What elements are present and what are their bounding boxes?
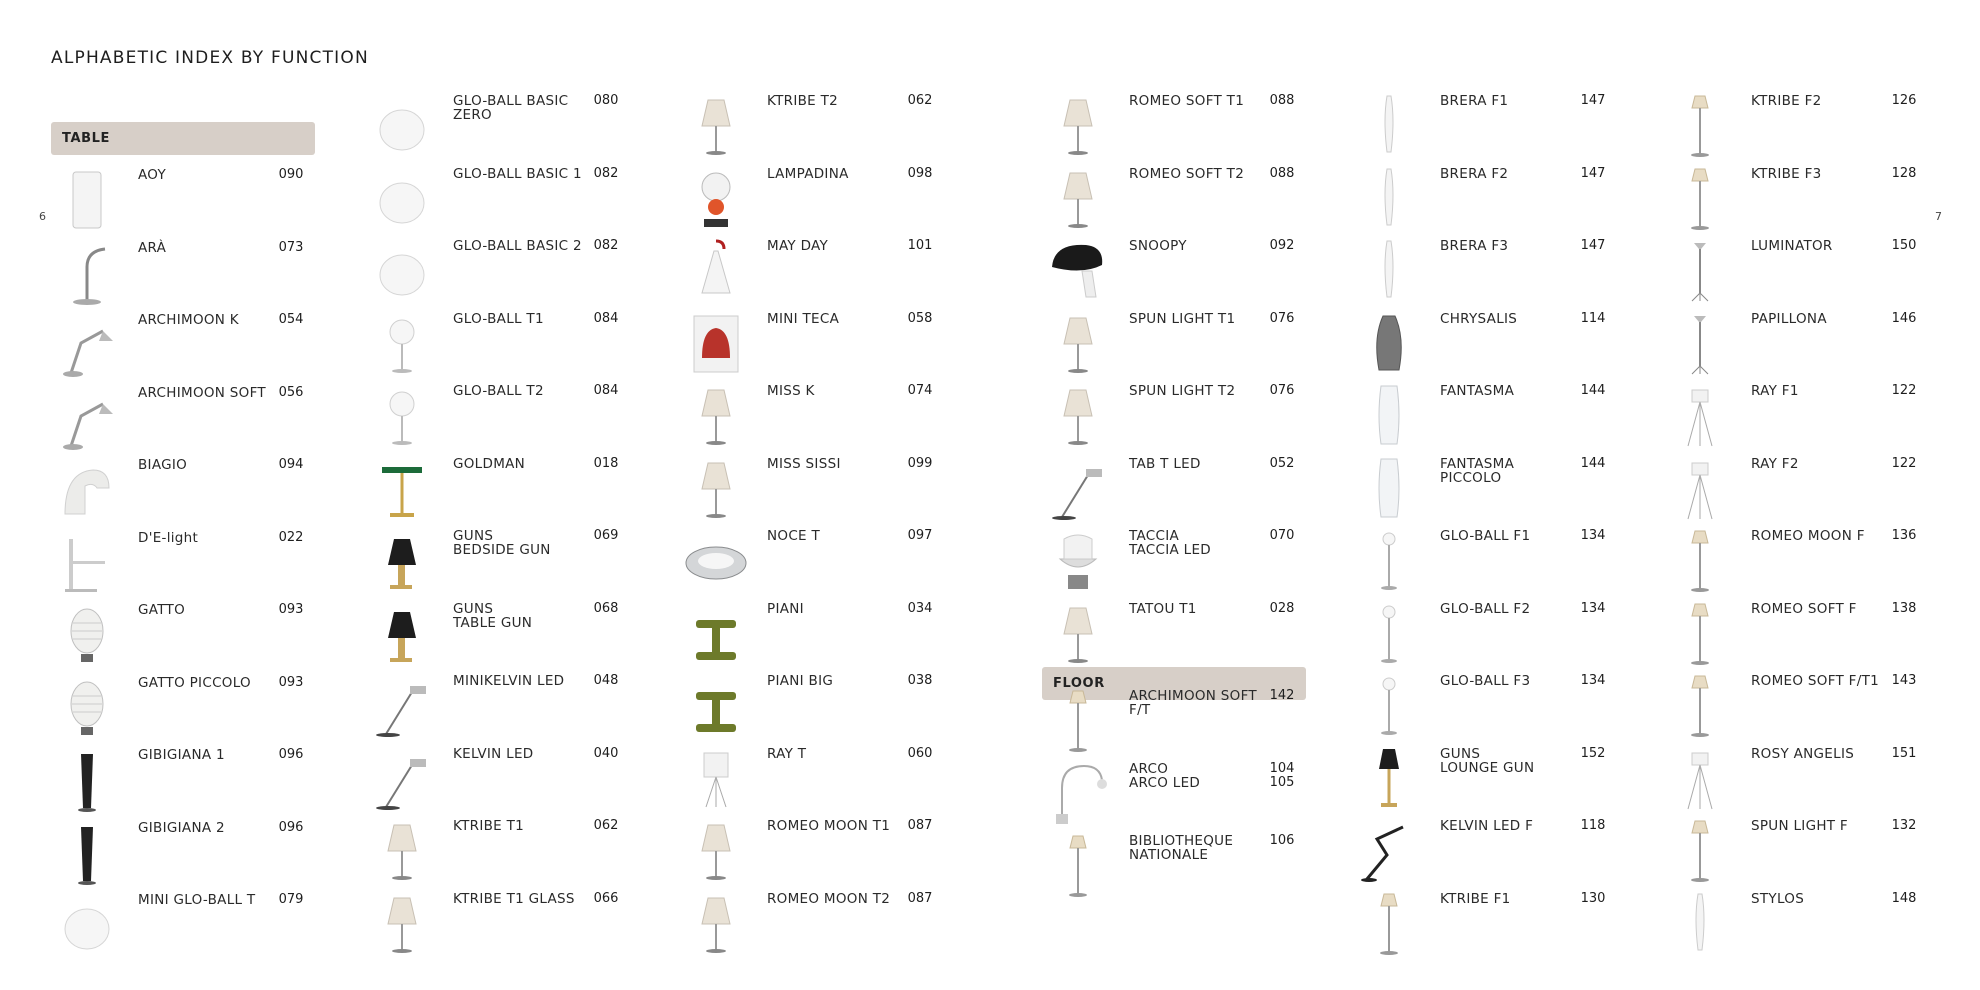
- tripod-floor-lamp-icon: [1664, 743, 1736, 815]
- category-header-table: TABLE: [51, 122, 315, 155]
- index-entry[interactable]: [366, 815, 636, 887]
- entry-page-number: 052: [1269, 455, 1295, 471]
- entry-name: GATTO: [138, 602, 186, 618]
- entry-page-number: 097: [907, 528, 933, 543]
- entry-page-number: 022: [278, 529, 304, 545]
- index-entry[interactable]: [1664, 888, 1934, 960]
- index-entry[interactable]: [1042, 380, 1312, 452]
- entry-name: FANTASMA PICCOLO: [1440, 455, 1515, 486]
- globe-floor-lamp-icon: [1353, 598, 1425, 670]
- globe-lamp-icon: [366, 235, 438, 307]
- index-entry[interactable]: [1664, 90, 1934, 162]
- lantern-lamp-icon: [680, 308, 752, 380]
- index-entry[interactable]: [51, 744, 321, 816]
- entry-name: PAPILLONA: [1751, 310, 1827, 327]
- index-entry[interactable]: [51, 237, 321, 309]
- entry-page-number: 034: [907, 600, 933, 616]
- architect-lamp-icon: [51, 382, 123, 454]
- index-entry[interactable]: [366, 743, 636, 815]
- entry-page-number: 093: [278, 602, 304, 617]
- entry-name: ROSY ANGELIS: [1751, 745, 1855, 762]
- shade-table-lamp-icon: [366, 815, 438, 887]
- task-lamp-icon: [1042, 453, 1114, 525]
- index-entry[interactable]: [1664, 163, 1934, 235]
- index-column-2: [366, 90, 636, 950]
- bankers-lamp-icon: [366, 453, 438, 525]
- index-entry[interactable]: [680, 380, 950, 452]
- shade-table-lamp-icon: [680, 380, 752, 452]
- arc-desk-lamp-icon: [51, 237, 123, 309]
- vase-floor-lamp-icon: [1353, 308, 1425, 380]
- entry-page-number: 136: [1891, 528, 1917, 543]
- gun-floor-lamp-icon: [1353, 743, 1425, 815]
- oval-lamp-icon: [680, 525, 752, 597]
- uplight-floor-lamp-icon: [1664, 308, 1736, 380]
- entry-name: ROMEO SOFT T2: [1129, 165, 1245, 182]
- entry-page-number: 058: [907, 310, 933, 326]
- globe-lamp-icon: [366, 163, 438, 235]
- entry-name: KELVIN LED: [453, 745, 534, 762]
- entry-name: MAY DAY: [767, 238, 829, 254]
- entry-name: D'E-light: [138, 529, 199, 546]
- index-entry[interactable]: [680, 163, 950, 235]
- entry-name: GUNS TABLE GUN: [453, 600, 533, 631]
- floor-lamp-icon: [1353, 888, 1425, 960]
- entry-page-number: 082: [593, 165, 619, 181]
- tripod-floor-lamp-icon: [1664, 453, 1736, 525]
- floor-lamp-icon: [1664, 525, 1736, 597]
- entry-page-number: 094: [278, 457, 304, 472]
- entry-name: GLO-BALL F3: [1440, 673, 1531, 689]
- bulb-lamp-icon: [680, 163, 752, 235]
- entry-name: TAB T LED: [1129, 455, 1201, 472]
- entry-page-number: 068: [593, 600, 619, 616]
- index-entry[interactable]: [1353, 380, 1623, 452]
- index-entry[interactable]: [1664, 670, 1934, 742]
- entry-name: CHRYSALIS: [1440, 310, 1518, 327]
- entry-name: SPUN LIGHT T2: [1129, 383, 1236, 399]
- entry-name: GIBIGIANA 1: [138, 747, 225, 763]
- entry-page-number: 090: [278, 167, 304, 182]
- entry-page-number: 088: [1269, 93, 1295, 108]
- entry-name: AOY: [138, 167, 167, 183]
- entry-name: RAY F1: [1751, 383, 1799, 399]
- entry-page-number: 114: [1580, 310, 1606, 326]
- index-entry[interactable]: [1664, 308, 1934, 380]
- entry-name: ARCHIMOON K: [138, 312, 239, 328]
- entry-page-number: 062: [907, 93, 933, 108]
- index-column-5: [1353, 90, 1623, 950]
- floor-lamp-icon: [1042, 685, 1114, 757]
- cocoon-lamp-icon: [51, 599, 123, 671]
- entry-name: KTRIBE T1: [453, 818, 525, 834]
- pillar-floor-lamp-icon: [1353, 235, 1425, 307]
- entry-page-number: 040: [593, 745, 619, 761]
- tripod-floor-lamp-icon: [1664, 380, 1736, 452]
- entry-page-number: 092: [1269, 238, 1295, 253]
- index-entry[interactable]: [680, 235, 950, 307]
- index-entry[interactable]: [1664, 235, 1934, 307]
- entry-page-number: 134: [1580, 673, 1606, 688]
- entry-name: KTRIBE F3: [1751, 165, 1822, 182]
- entry-name: ROMEO MOON T1: [767, 818, 891, 834]
- entry-name: KELVIN LED F: [1440, 818, 1534, 834]
- entry-page-number: 093: [278, 674, 304, 690]
- shade-table-lamp-icon: [1042, 308, 1114, 380]
- entry-name: GLO-BALL T2: [453, 383, 544, 399]
- entry-page-number: 018: [593, 455, 619, 471]
- entry-name: BRERA F2: [1440, 165, 1509, 182]
- entry-name: SPUN LIGHT T1: [1129, 310, 1236, 327]
- entry-page-number: 101: [907, 238, 933, 253]
- entry-name: KTRIBE T2: [767, 93, 839, 109]
- entry-name: MISS K: [767, 383, 815, 399]
- index-entry[interactable]: [1353, 743, 1623, 815]
- floor-lamp-icon: [1042, 830, 1114, 902]
- entry-page-number: 122: [1891, 455, 1917, 471]
- index-entry[interactable]: [51, 527, 321, 599]
- index-entry[interactable]: [366, 453, 636, 525]
- page-title: ALPHABETIC INDEX BY FUNCTION: [51, 48, 369, 68]
- entry-page-number: 118: [1580, 818, 1606, 833]
- index-entry[interactable]: [51, 309, 321, 381]
- architect-lamp-icon: [51, 309, 123, 381]
- ghost-floor-lamp-icon: [1353, 380, 1425, 452]
- index-entry[interactable]: [1042, 163, 1312, 235]
- floor-lamp-icon: [1664, 670, 1736, 742]
- cylinder-lamp-icon: [51, 164, 123, 236]
- entry-page-number: 096: [278, 747, 304, 762]
- entry-page-number: 132: [1891, 818, 1917, 833]
- globe-lamp-icon: [366, 90, 438, 162]
- entry-page-number: 054: [278, 312, 304, 327]
- globe-lamp-icon: [51, 889, 123, 961]
- entry-page-number: 134: [1580, 600, 1606, 616]
- entry-name: MINI TECA: [767, 310, 840, 327]
- entry-name: GLO-BALL BASIC ZERO: [453, 93, 569, 123]
- entry-page-number: 074: [907, 383, 933, 398]
- entry-page-number: 128: [1891, 165, 1917, 181]
- index-entry[interactable]: [1353, 90, 1623, 162]
- entry-page-number: 056: [278, 384, 304, 400]
- entry-name: ARCHIMOON SOFT: [138, 384, 266, 401]
- snoopy-lamp-icon: [1042, 235, 1114, 307]
- shade-table-lamp-icon: [1042, 598, 1114, 670]
- entry-name: KTRIBE T1 GLASS: [453, 890, 575, 907]
- floor-lamp-icon: [1664, 815, 1736, 887]
- floor-lamp-icon: [1664, 90, 1736, 162]
- entry-page-number: 147: [1580, 93, 1606, 108]
- index-column-1: [51, 90, 321, 950]
- index-entry[interactable]: [1042, 830, 1312, 902]
- index-entry[interactable]: [680, 308, 950, 380]
- entry-name: STYLOS: [1751, 890, 1805, 907]
- entry-page-number: 147: [1580, 165, 1606, 181]
- index-entry[interactable]: [1353, 453, 1623, 525]
- entry-name: SPUN LIGHT F: [1751, 818, 1848, 834]
- entry-page-number: 143: [1891, 673, 1917, 688]
- entry-name: GLO-BALL BASIC 1: [453, 165, 582, 182]
- index-column-3: [680, 90, 950, 950]
- entry-page-number: 144: [1580, 383, 1606, 398]
- entry-page-number: 130: [1580, 890, 1606, 906]
- index-entry[interactable]: [1042, 758, 1312, 830]
- entry-name: ROMEO MOON F: [1751, 528, 1865, 544]
- index-entry[interactable]: [680, 598, 950, 670]
- task-floor-lamp-icon: [1353, 815, 1425, 887]
- shade-table-lamp-icon: [680, 888, 752, 960]
- entry-page-number: 148: [1891, 890, 1917, 906]
- entry-page-number: 069: [593, 528, 619, 543]
- index-entry[interactable]: [680, 525, 950, 597]
- index-entry[interactable]: [51, 599, 321, 671]
- entry-page-number: 066: [593, 890, 619, 906]
- index-entry[interactable]: [366, 163, 636, 235]
- entry-page-number: 122: [1891, 383, 1917, 398]
- entry-page-number: 070: [1269, 528, 1295, 543]
- index-entry[interactable]: [1042, 235, 1312, 307]
- index-entry[interactable]: [1664, 815, 1934, 887]
- entry-page-number: 138: [1891, 600, 1917, 616]
- entry-page-number: 126: [1891, 93, 1917, 108]
- entry-name: GOLDMAN: [453, 455, 526, 472]
- entry-page-number: 073: [278, 239, 304, 255]
- entry-name: BIBLIOTHEQUE NATIONALE: [1129, 833, 1234, 863]
- entry-page-number: 106: [1269, 833, 1295, 848]
- entry-name: FANTASMA: [1440, 383, 1515, 399]
- index-entry[interactable]: [1353, 598, 1623, 670]
- index-entry[interactable]: [1664, 453, 1934, 525]
- entry-page-number: 134: [1580, 528, 1606, 543]
- entry-page-number: 151: [1891, 745, 1917, 761]
- index-entry[interactable]: [366, 90, 636, 162]
- gun-lamp-icon: [366, 525, 438, 597]
- index-entry[interactable]: [366, 888, 636, 960]
- pillar-floor-lamp-icon: [1353, 90, 1425, 162]
- entry-name: ROMEO SOFT F/T1: [1751, 673, 1880, 689]
- bowl-lamp-icon: [1042, 525, 1114, 597]
- shade-table-lamp-icon: [1042, 380, 1114, 452]
- index-entry[interactable]: [1353, 888, 1623, 960]
- index-entry[interactable]: [1353, 815, 1623, 887]
- index-column-4: [1042, 90, 1312, 950]
- index-entry[interactable]: [1042, 685, 1312, 757]
- entry-page-number: 144: [1580, 455, 1606, 471]
- entry-name: GLO-BALL T1: [453, 310, 544, 327]
- entry-name: GLO-BALL F1: [1440, 528, 1531, 544]
- globe-floor-lamp-icon: [1353, 525, 1425, 597]
- entry-page-number: 082: [593, 238, 619, 253]
- index-entry[interactable]: [1042, 453, 1312, 525]
- entry-name: GIBIGIANA 2: [138, 819, 225, 836]
- index-entry[interactable]: [680, 815, 950, 887]
- entry-name: BRERA F1: [1440, 93, 1509, 109]
- entry-page-number: 087: [907, 818, 933, 833]
- pillar-floor-lamp-icon: [1353, 163, 1425, 235]
- tripod-table-lamp-icon: [680, 743, 752, 815]
- index-entry[interactable]: [1042, 308, 1312, 380]
- entry-page-number: 098: [907, 165, 933, 181]
- entry-name: NOCE T: [767, 528, 821, 544]
- index-column-6: [1664, 90, 1934, 950]
- shade-table-lamp-icon: [1042, 163, 1114, 235]
- index-entry[interactable]: [1353, 670, 1623, 742]
- index-entry[interactable]: [1664, 525, 1934, 597]
- entry-name: GLO-BALL F2: [1440, 600, 1531, 617]
- entry-name: LUMINATOR: [1751, 238, 1833, 254]
- arc-floor-lamp-icon: [1042, 758, 1114, 830]
- task-lamp-icon: [366, 743, 438, 815]
- entry-name: ROMEO MOON T2: [767, 890, 891, 907]
- entry-name: GATTO PICCOLO: [138, 674, 251, 691]
- page-number-left: 6: [39, 210, 46, 223]
- entry-page-number: 084: [593, 310, 619, 326]
- entry-name: ROMEO SOFT F: [1751, 600, 1857, 617]
- entry-name: KTRIBE F2: [1751, 93, 1822, 109]
- entry-page-number: 028: [1269, 600, 1295, 616]
- entry-name: MINI GLO-BALL T: [138, 892, 256, 908]
- entry-name: SNOOPY: [1129, 238, 1187, 254]
- index-entry[interactable]: [51, 817, 321, 889]
- entry-page-number: 142: [1269, 688, 1295, 703]
- shade-table-lamp-icon: [1042, 90, 1114, 162]
- led-desk-lamp-icon: [51, 527, 123, 599]
- index-entry[interactable]: [1042, 90, 1312, 162]
- entry-page-number: 084: [593, 383, 619, 398]
- entry-name: MINIKELVIN LED: [453, 673, 565, 689]
- index-entry[interactable]: [51, 889, 321, 961]
- entry-page-number: 088: [1269, 165, 1295, 181]
- entry-page-number: 062: [593, 818, 619, 833]
- entry-name: PIANI: [767, 600, 804, 617]
- entry-page-number: 076: [1269, 310, 1295, 326]
- index-entry[interactable]: [680, 453, 950, 525]
- entry-page-number: 150: [1891, 238, 1917, 253]
- entry-name: KTRIBE F1: [1440, 890, 1511, 907]
- entry-page-number: 080: [593, 93, 619, 108]
- floor-lamp-icon: [1664, 163, 1736, 235]
- index-entry[interactable]: [366, 525, 636, 597]
- task-lamp-icon: [366, 670, 438, 742]
- index-entry[interactable]: [1042, 598, 1312, 670]
- shade-table-lamp-icon: [680, 453, 752, 525]
- index-entry[interactable]: [680, 670, 950, 742]
- entry-name: PIANI BIG: [767, 673, 834, 689]
- entry-name: TATOU T1: [1129, 600, 1197, 617]
- entry-name: TACCIA TACCIA LED: [1129, 528, 1212, 558]
- index-entry[interactable]: [1353, 235, 1623, 307]
- index-entry[interactable]: [1042, 525, 1312, 597]
- entry-name: GLO-BALL BASIC 2: [453, 238, 582, 254]
- page-number-right: 7: [1935, 210, 1942, 223]
- entry-name: RAY F2: [1751, 455, 1799, 472]
- index-entry[interactable]: [680, 888, 950, 960]
- index-entry[interactable]: [1353, 163, 1623, 235]
- index-entry[interactable]: [680, 743, 950, 815]
- entry-page-number: 147: [1580, 238, 1606, 253]
- entry-name: ARCHIMOON SOFT F/T: [1129, 688, 1257, 718]
- globe-table-lamp-icon: [366, 308, 438, 380]
- entry-page-number: 152: [1580, 745, 1606, 761]
- ghost-floor-lamp-icon: [1353, 453, 1425, 525]
- category-header-floor: FLOOR: [1042, 667, 1306, 700]
- entry-name: MISS SISSI: [767, 455, 841, 472]
- index-entry[interactable]: [366, 598, 636, 670]
- entry-page-number: 104 105: [1269, 760, 1295, 790]
- index-entry[interactable]: [366, 235, 636, 307]
- uplight-floor-lamp-icon: [1664, 235, 1736, 307]
- entry-name: ARÀ: [138, 239, 167, 256]
- reflector-lamp-icon: [51, 817, 123, 889]
- pillar-floor-lamp-icon: [1664, 888, 1736, 960]
- entry-page-number: 060: [907, 745, 933, 761]
- index-entry[interactable]: [51, 672, 321, 744]
- entry-page-number: 079: [278, 892, 304, 907]
- index-entry[interactable]: [1664, 743, 1934, 815]
- index-entry[interactable]: [1664, 598, 1934, 670]
- entry-name: LAMPADINA: [767, 165, 849, 182]
- entry-name: ARCO ARCO LED: [1129, 760, 1201, 791]
- entry-page-number: 048: [593, 673, 619, 688]
- index-entry[interactable]: [366, 670, 636, 742]
- index-entry[interactable]: [1353, 525, 1623, 597]
- index-entry[interactable]: [366, 308, 636, 380]
- entry-page-number: 096: [278, 819, 304, 835]
- entry-name: RAY T: [767, 745, 807, 762]
- hook-lamp-icon: [680, 235, 752, 307]
- globe-floor-lamp-icon: [1353, 670, 1425, 742]
- reflector-lamp-icon: [51, 744, 123, 816]
- entry-page-number: 099: [907, 455, 933, 471]
- entry-page-number: 076: [1269, 383, 1295, 398]
- gun-lamp-icon: [366, 598, 438, 670]
- index-entry[interactable]: [1664, 380, 1934, 452]
- cocoon-lamp-icon: [51, 672, 123, 744]
- index-entry[interactable]: [1353, 308, 1623, 380]
- entry-name: GUNS BEDSIDE GUN: [453, 528, 551, 558]
- floor-lamp-icon: [1664, 598, 1736, 670]
- shade-table-lamp-icon: [680, 815, 752, 887]
- entry-page-number: 087: [907, 890, 933, 906]
- shelf-lamp-icon: [680, 670, 752, 742]
- index-entry[interactable]: [51, 164, 321, 236]
- index-entry[interactable]: [51, 454, 321, 526]
- entry-name: ROMEO SOFT T1: [1129, 93, 1245, 109]
- marble-lamp-icon: [51, 454, 123, 526]
- globe-table-lamp-icon: [366, 380, 438, 452]
- shade-table-lamp-icon: [366, 888, 438, 960]
- shelf-lamp-icon: [680, 598, 752, 670]
- entry-name: BRERA F3: [1440, 238, 1509, 254]
- index-entry[interactable]: [680, 90, 950, 162]
- entry-name: GUNS LOUNGE GUN: [1440, 745, 1535, 776]
- index-entry[interactable]: [51, 382, 321, 454]
- shade-table-lamp-icon: [680, 90, 752, 162]
- index-entry[interactable]: [366, 380, 636, 452]
- entry-name: BIAGIO: [138, 457, 188, 473]
- entry-page-number: 146: [1891, 310, 1917, 326]
- entry-page-number: 038: [907, 673, 933, 688]
